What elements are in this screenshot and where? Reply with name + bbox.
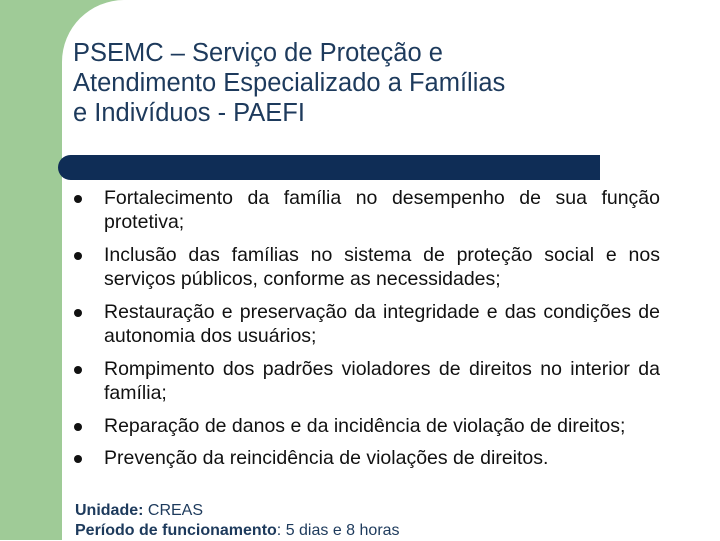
bullet-dot-icon xyxy=(74,366,82,374)
bullet-text: Rompimento dos padrões violadores de direitos no interior da família; xyxy=(104,357,660,404)
bullet-list xyxy=(70,186,660,479)
title-line: e Indivíduos - PAEFI xyxy=(73,99,305,127)
bullet-dot-icon xyxy=(74,309,82,317)
title-line: PSEMC – Serviço de Proteção e xyxy=(73,39,443,67)
bullet-dot-icon xyxy=(74,423,82,431)
bullet-dot-icon xyxy=(74,252,82,260)
title-line: Atendimento Especializado a Famílias xyxy=(73,69,506,97)
bullet-text: Restauração e preservação da integridade e das condições de autonomia dos usuários; xyxy=(104,300,660,348)
bullet-text: Inclusão das famílias no sistema de proteção social e nos serviços públicos, conforme as necessidades; xyxy=(104,243,660,291)
bullet-text: Reparação de danos e da incidência de violação de direitos; xyxy=(104,414,626,437)
bullet-item xyxy=(70,446,660,470)
unit-value: CREAS xyxy=(143,502,204,519)
bullet-item xyxy=(70,300,660,348)
bullet-text: Prevenção da reincidência de violações de direitos. xyxy=(104,447,549,470)
bullet-item xyxy=(70,186,660,234)
bullet-item xyxy=(70,357,660,405)
unit-row xyxy=(75,501,715,521)
bullet-item xyxy=(70,243,660,291)
slide-title xyxy=(73,38,693,128)
bullet-item xyxy=(70,414,660,438)
period-row xyxy=(75,521,715,541)
bullet-dot-icon xyxy=(74,195,82,203)
period-value: : 5 dias e 8 horas xyxy=(276,522,400,539)
bullet-text: Fortalecimento da família no desempenho de sua função protetiva; xyxy=(104,187,660,234)
title-divider-bar xyxy=(58,155,600,180)
bullet-dot-icon xyxy=(74,455,82,463)
footer-info xyxy=(75,501,715,541)
unit-label: Unidade: xyxy=(75,502,144,519)
period-label: Período de funcionamento xyxy=(75,522,277,539)
